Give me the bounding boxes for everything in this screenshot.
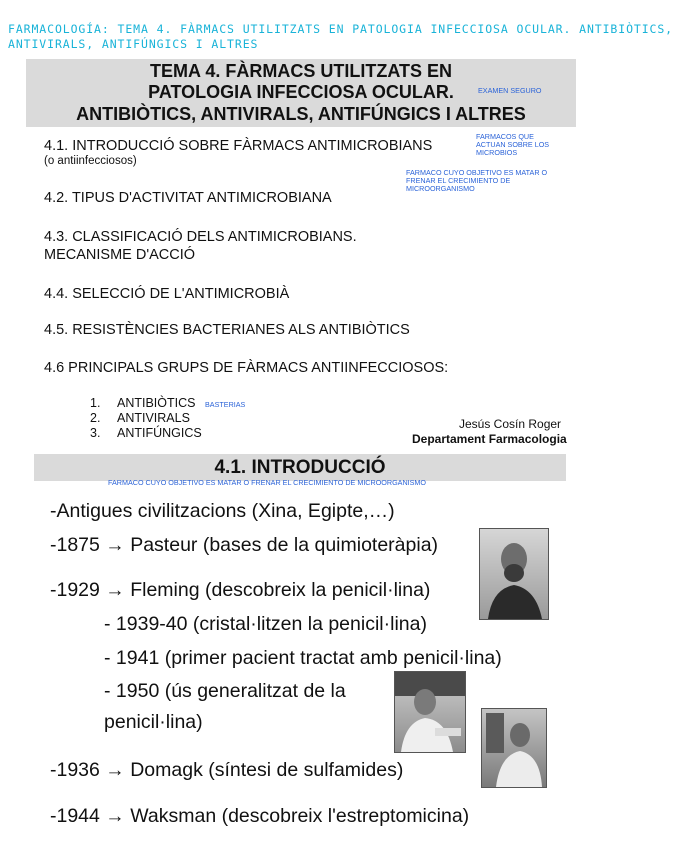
toc-item-4-3-line2: MECANISME D'ACCIÓ [44, 247, 196, 263]
intro-line-waksman: -1944 → Waksman (descobreix l'estreptomicina) [50, 805, 470, 827]
slide2-title: 4.1. INTRODUCCIÓ [214, 457, 386, 478]
pasteur-photo [479, 528, 549, 620]
toc-item-4-4: 4.4. SELECCIÓ DE L'ANTIMICROBIÀ [44, 286, 290, 302]
intro-line-1950-cont: penicil·lina) [104, 711, 203, 733]
note-exam: EXAMEN SEGURO [478, 86, 542, 95]
author-name: Jesús Cosín Roger [459, 417, 562, 431]
slide2-title-box [34, 454, 566, 481]
toc-item-4-1: 4.1. INTRODUCCIÓ SOBRE FÀRMACS ANTIMICROBIANS [44, 138, 433, 154]
note-objetivo-line2: FRENAR EL CRECIMIENTO DE [406, 176, 511, 185]
intro-line-1939: - 1939-40 (cristal·litzen la penicil·lina) [104, 613, 427, 635]
slide1-title-line1: TEMA 4. FÀRMACS UTILITZATS EN [150, 61, 452, 81]
note-farmacos [476, 133, 549, 157]
fleming-photo [394, 671, 466, 753]
notes-header-line2: ANTIVIRALS, ANTIFÚNGICS I ALTRES [8, 37, 259, 51]
domagk-portrait-icon [482, 709, 546, 787]
author-department-clip [412, 431, 567, 446]
slide1-title-line2: PATOLOGIA INFECCIOSA OCULAR. [148, 82, 454, 102]
note-slide2-subtitle: FARMACO CUYO OBJETIVO ES MATAR O FRENAR EL CRECIMIENTO DE MICROORGANISMO [108, 478, 427, 487]
fleming-portrait-icon [395, 672, 465, 752]
note-objetivo-line1: FARMACO CUYO OBJETIVO ES MATAR O [406, 168, 548, 177]
note-farmacos-line2: ACTUAN SOBRE LOS [476, 140, 550, 149]
toc-item-4-5: 4.5. RESISTÈNCIES BACTERIANES ALS ANTIBIÒTICS [44, 322, 410, 338]
intro-line-1941: - 1941 (primer pacient tractat amb penicil·lina) [104, 647, 502, 669]
note-bacterias: BASTERIAS [205, 400, 246, 409]
sublist-num-3: 3. [90, 426, 101, 440]
note-farmacos-line3: MICROBIOS [476, 148, 518, 157]
notes-header [8, 22, 673, 52]
intro-line-fleming: -1929 → Fleming (descobreix la penicil·lina) [50, 579, 431, 601]
sublist-num-2: 2. [90, 411, 101, 425]
intro-line-domagk: -1936 → Domagk (síntesi de sulfamides) [50, 759, 404, 781]
sublist-antifungics: ANTIFÚNGICS [117, 426, 202, 440]
sublist-antibiotics: ANTIBIÒTICS [117, 396, 196, 410]
slide1-title-line3: ANTIBIÒTICS, ANTIVIRALS, ANTIFÚNGICS I ALTRES [76, 104, 526, 124]
toc-item-4-3: 4.3. CLASSIFICACIÓ DELS ANTIMICROBIANS. [44, 229, 357, 245]
sublist-antivirals: ANTIVIRALS [117, 411, 190, 425]
intro-line-1950: - 1950 (ús generalitzat de la [104, 680, 346, 702]
note-objetivo-line3: MICROORGANISMO [406, 184, 475, 193]
note-farmacos-line1: FARMACOS QUE [476, 132, 534, 141]
note-objetivo [406, 169, 547, 193]
intro-line-ancient: -Antigues civilitzacions (Xina, Egipte,…) [50, 500, 395, 522]
toc-item-4-6: 4.6 PRINCIPALS GRUPS DE FÀRMACS ANTIINFECCIOSOS: [44, 360, 449, 376]
domagk-photo [481, 708, 547, 788]
intro-line-pasteur: -1875 → Pasteur (bases de la quimioteràpia) [50, 534, 439, 556]
notes-header-line1: FARMACOLOGÍA: TEMA 4. FÀRMACS UTILITZATS EN PATOLOGIA INFECCIOSA OCULAR. ANTIBIÒTICS, [8, 22, 673, 36]
author-department: Departament Farmacologia [412, 432, 567, 446]
toc-item-4-2: 4.2. TIPUS D'ACTIVITAT ANTIMICROBIANA [44, 190, 332, 206]
sublist-num-1: 1. [90, 396, 101, 410]
toc-item-4-1-sub: (o antiinfecciosos) [44, 155, 137, 167]
pasteur-portrait-icon [480, 529, 548, 619]
